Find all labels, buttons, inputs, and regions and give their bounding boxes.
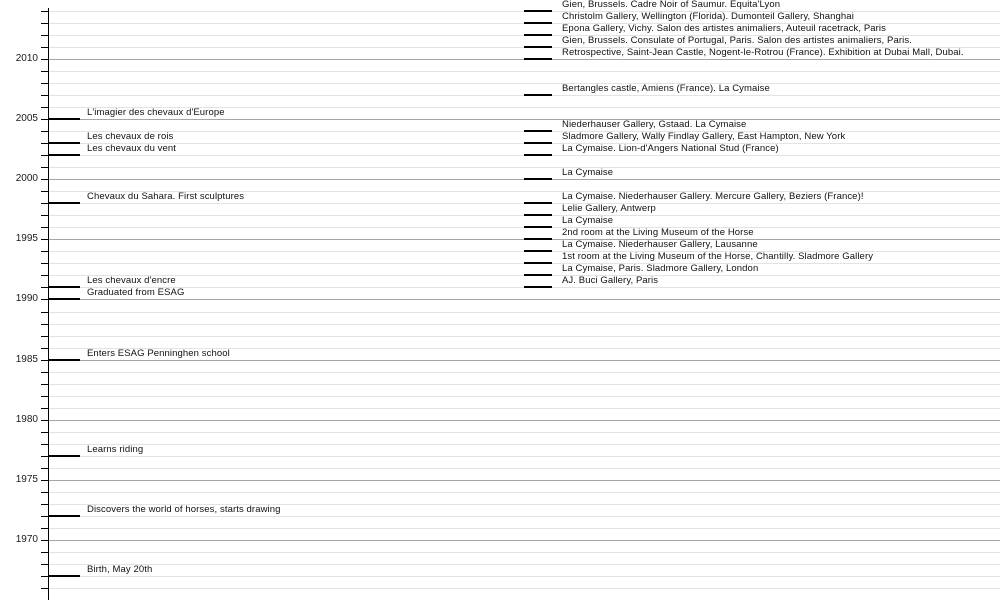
event-leader-line (48, 286, 80, 288)
year-gridline (48, 299, 1000, 300)
event-leader-line (524, 250, 552, 252)
event-leader-line (48, 359, 80, 361)
event-label: Learns riding (87, 443, 144, 455)
year-gridline (48, 384, 1000, 385)
event-label: Christolm Gallery, Wellington (Florida). Dumonteil Gallery, Shanghai (562, 11, 854, 23)
event-label: Enters ESAG Penninghen school (87, 347, 230, 359)
event-label: La Cymaise. Lion-d'Angers National Stud (France) (562, 143, 779, 155)
year-gridline (48, 552, 1000, 553)
year-gridline (48, 324, 1000, 325)
event-leader-line (524, 238, 552, 240)
year-tick-label: 2005 (15, 113, 38, 125)
event-leader-line (524, 262, 552, 264)
event-label: 1st room at the Living Museum of the Horse, Chantilly. Sladmore Gallery (562, 251, 874, 263)
year-tick-label: 1970 (15, 533, 38, 545)
event-leader-line (524, 34, 552, 36)
event-label: Les chevaux de rois (87, 131, 174, 143)
year-gridline (48, 71, 1000, 72)
year-gridline (48, 336, 1000, 337)
event-leader-line (524, 142, 552, 144)
event-leader-line (524, 226, 552, 228)
event-label: AJ. Buci Gallery, Paris (562, 275, 659, 287)
event-leader-line (48, 298, 80, 300)
year-gridline (48, 492, 1000, 493)
year-tick-label: 1985 (15, 353, 38, 365)
event-label: Epona Gallery, Vichy. Salon des artistes animaliers, Auteuil racetrack, Paris (562, 23, 886, 35)
year-gridline (48, 576, 1000, 577)
event-leader-line (524, 22, 552, 24)
event-label: La Cymaise. Niederhauser Gallery, Lausanne (562, 239, 758, 251)
year-gridline (48, 468, 1000, 469)
event-label: Les chevaux du vent (87, 143, 177, 155)
year-tick-label: 1980 (15, 413, 38, 425)
year-tick-label: 1990 (15, 293, 38, 305)
event-label: Gien, Brussels. Consulate of Portugal, Paris. Salon des artistes animaliers, Paris. (562, 35, 912, 47)
event-leader-line (48, 118, 80, 120)
event-leader-line (48, 202, 80, 204)
event-label: Chevaux du Sahara. First sculptures (87, 191, 245, 203)
year-gridline (48, 312, 1000, 313)
event-leader-line (524, 214, 552, 216)
year-gridline (48, 480, 1000, 481)
year-gridline (48, 396, 1000, 397)
year-gridline (48, 528, 1000, 529)
year-gridline (48, 372, 1000, 373)
event-leader-line (48, 575, 80, 577)
event-label: Gien, Brussels. Cadre Noir of Saumur. Equita'Lyon (562, 0, 781, 11)
event-leader-line (48, 154, 80, 156)
event-label: Lelie Gallery, Antwerp (562, 203, 656, 215)
event-leader-line (524, 154, 552, 156)
year-gridline (48, 119, 1000, 120)
year-gridline (48, 167, 1000, 168)
event-label: La Cymaise (562, 215, 614, 227)
event-leader-line (524, 274, 552, 276)
event-leader-line (524, 94, 552, 96)
event-leader-line (48, 515, 80, 517)
event-label: La Cymaise (562, 167, 614, 179)
year-gridline (48, 456, 1000, 457)
year-tick-label: 1995 (15, 233, 38, 245)
event-label: La Cymaise, Paris. Sladmore Gallery, London (562, 263, 759, 275)
year-gridline (48, 540, 1000, 541)
event-label: Les chevaux d'encre (87, 275, 176, 287)
year-gridline (48, 564, 1000, 565)
event-leader-line (524, 46, 552, 48)
event-label: Discovers the world of horses, starts drawing (87, 503, 281, 515)
event-label: Graduated from ESAG (87, 287, 185, 299)
year-gridline (48, 516, 1000, 517)
y-axis-line (48, 8, 50, 600)
year-gridline (48, 420, 1000, 421)
year-gridline (48, 588, 1000, 589)
event-label: La Cymaise. Niederhauser Gallery. Mercure Gallery, Beziers (France)! (562, 191, 864, 203)
event-leader-line (524, 10, 552, 12)
year-gridline (48, 360, 1000, 361)
event-label: Retrospective, Saint-Jean Castle, Nogent-le-Rotrou (France). Exhibition at Dubai Mall, Dubai. (562, 47, 964, 59)
year-tick-label: 1975 (15, 473, 38, 485)
event-leader-line (524, 58, 552, 60)
year-gridline (48, 83, 1000, 84)
event-label: Bertangles castle, Amiens (France). La Cymaise (562, 83, 770, 95)
event-leader-line (524, 178, 552, 180)
event-label: Birth, May 20th (87, 563, 153, 575)
event-label: L'imagier des chevaux d'Europe (87, 107, 225, 119)
event-label: Niederhauser Gallery, Gstaad. La Cymaise (562, 119, 747, 131)
event-leader-line (48, 142, 80, 144)
event-leader-line (524, 286, 552, 288)
event-leader-line (48, 455, 80, 457)
year-tick-label: 2010 (15, 53, 38, 65)
year-gridline (48, 432, 1000, 433)
year-gridline (48, 444, 1000, 445)
event-label: Sladmore Gallery, Wally Findlay Gallery, East Hampton, New York (562, 131, 846, 143)
event-leader-line (524, 130, 552, 132)
event-label: 2nd room at the Living Museum of the Horse (562, 227, 754, 239)
event-leader-line (524, 202, 552, 204)
year-gridline (48, 408, 1000, 409)
year-tick-label: 2000 (15, 173, 38, 185)
